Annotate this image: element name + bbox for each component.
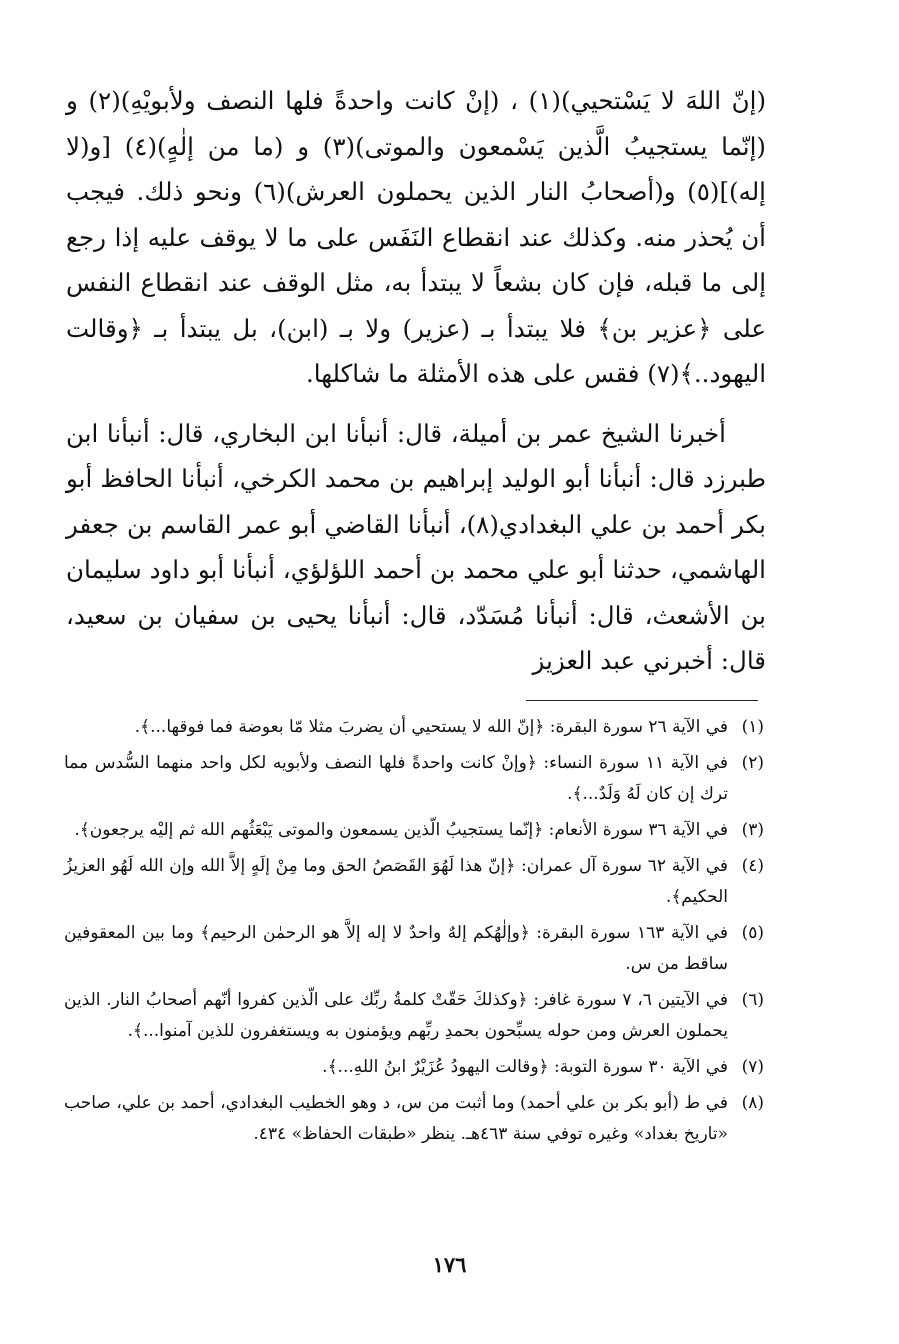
footnote-item bbox=[64, 712, 764, 743]
footnote-number: (٧) bbox=[741, 1057, 764, 1077]
footnote-text: في الآية ١١ سورة النساء: ﴿وإنْ كانت واحدةً فلها النصف ولأبويه لكل واحد منهما السُّدس مما ترك إن كان لَهُ وَلَدٌ...﴾. bbox=[64, 753, 728, 804]
footnote-text: في الآية ٦٢ سورة آل عمران: ﴿إنّ هذا لَهُوَ القَصَصُ الحق وما مِنْ إلَهٍ إلاَّ الله وإن الله لَهُو العزيزُ الحكيم﴾. bbox=[64, 856, 728, 907]
footnote-number: (٥) bbox=[741, 923, 764, 943]
body-paragraph-1: (إنّ اللهَ لا يَسْتحيي)(١) ، (إنْ كانت واحدةً فلها النصف ولأبويْهِ)(٢) و (إنّما يستجيبُ الَّذين يَسْمعون والموتى)(٣) و (ما من إلٰهٍ)(٤) [و(لا إله)](٥) و(أصحابُ النار الذين يحملون العرش)(٦) ونحو ذلك. فيجب أن يُحذر منه. وكذلك عند انقطاع النَفَس على ما لا يوقف عليه إذا رجع إلى ما قبله، فإن كان بشعاً لا يبتدأ به، مثل الوقف عند انقطاع النفس على ﴿عزير بن﴾ فلا يبتدأ بـ (عزير) ولا بـ (ابن)، بل يبتدأ بـ ﴿وقالت اليهود..﴾(٧) فقس على هذه الأمثلة ما شاكلها. bbox=[66, 86, 766, 388]
footnote-number: (٨) bbox=[741, 1093, 764, 1113]
body-paragraph-2: أخبرنا الشيخ عمر بن أميلة، قال: أنبأنا ابن البخاري، قال: أنبأنا ابن طبرزد قال: أنبأنا أبو الوليد إبراهيم بن محمد الكرخي، أنبأنا الحافظ أبو بكر أحمد بن علي البغدادي(٨)، أنبأنا القاضي أبو عمر القاسم بن جعفر الهاشمي، حدثنا أبو علي محمد بن أحمد اللؤلؤي، أنبأنا أبو داود سليمان بن الأشعث، قال: أنبأنا مُسَدّد، قال: أنبأنا يحيى بن سفيان بن سعيد، قال: أخبرني عبد العزيز bbox=[66, 418, 766, 675]
footnote-item bbox=[64, 748, 764, 810]
footnote-item bbox=[64, 815, 764, 846]
footnote-text: في ط (أبو بكر بن علي أحمد) وما أثبت من س، د وهو الخطيب البغدادي، أحمد بن علي، صاحب «تاريخ بغداد» وغيره توفي سنة ٤٦٣هـ. ينظر «طبقات الحفاظ» ٤٣٤. bbox=[64, 1093, 728, 1144]
footnote-text: في الآيتين ٦، ٧ سورة غافر: ﴿وكذلكَ حَقّتْ كلمةُ ربِّك على الّذين كفروا أنّهم أصحابُ النار. الذين يحملون العرش ومن حوله يسبِّحون بحمدِ ربِّهم ويؤمنون به ويستغفرون للذين آمنوا...﴾. bbox=[64, 990, 729, 1041]
footnote-item bbox=[64, 851, 764, 913]
footnotes-section bbox=[64, 712, 764, 1155]
footnote-number: (٦) bbox=[741, 990, 764, 1010]
footnote-number: (٣) bbox=[741, 820, 764, 840]
footnote-item bbox=[64, 985, 764, 1047]
footnote-separator-rule bbox=[526, 700, 758, 701]
footnote-number: (٤) bbox=[741, 856, 764, 876]
footnote-number: (١) bbox=[741, 717, 764, 737]
page-number: ١٧٦ bbox=[432, 1252, 467, 1277]
footnote-text: في الآية ٣٠ سورة التوبة: ﴿وقالت اليهودُ عُزَيْرٌ ابنُ اللهِ...﴾. bbox=[322, 1057, 728, 1077]
paragraph-gap bbox=[66, 397, 766, 411]
footnote-item bbox=[64, 1088, 764, 1150]
footnote-text: في الآية ٢٦ سورة البقرة: ﴿إنّ الله لا يستحيي أن يضربَ مثلا مّا بعوضة فما فوقها...﴾. bbox=[134, 717, 728, 737]
footnote-text: في الآية ١٦٣ سورة البقرة: ﴿وإلٰهُكم إلهٌ واحدٌ لا إله إلاَّ هو الرحمٰن الرحيم﴾ وما بين المعقوفين ساقط من س. bbox=[64, 923, 728, 974]
footnote-item bbox=[64, 1052, 764, 1083]
footnote-number: (٢) bbox=[741, 753, 764, 773]
footnote-text: في الآية ٣٦ سورة الأنعام: ﴿إنّما يستجيبُ الّذين يسمعون والموتى يَبْعَثُهم الله ثم إليْه يرجعون﴾. bbox=[74, 820, 728, 840]
main-text-block bbox=[66, 78, 766, 684]
footnote-item bbox=[64, 918, 764, 980]
